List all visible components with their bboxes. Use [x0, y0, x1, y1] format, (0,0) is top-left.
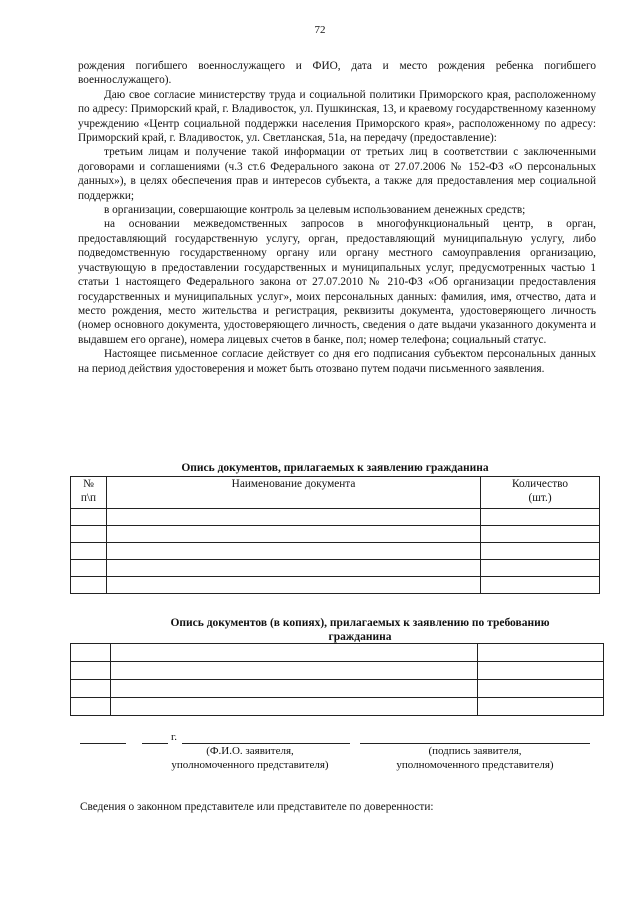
table-row[interactable] [71, 698, 604, 716]
paragraph-third-parties: третьим лицам и получение такой информации от третьих лиц в соответствии с заключенными договорами и соглашениями (ч.3 ст.6 Федерального закона от 27.07.2006 № 152-ФЗ «О персональных данных»), в целях обеспечения прав и интересов субъекта, а также для предоставления мер социальной поддержки; [78, 146, 596, 202]
documents-table [70, 476, 600, 594]
table-cell[interactable] [106, 543, 480, 560]
table-cell[interactable] [110, 680, 477, 698]
consent-text [78, 59, 596, 376]
page-number: 72 [314, 24, 326, 36]
fio-label-line2: уполномоченного представителя) [171, 759, 329, 771]
paragraph-consent: Даю свое согласие министерству труда и социальной политики Приморского края, расположенному по адресу: Приморский край, г. Владивосток, ул. Пушкинская, 13, и краевому государственному казенному учреждению «Центр социальной поддержки населения Приморского края», расположенному по адресу: Приморский край, г. Владивосток, ул. Светланская, 51а, на передачу (предоставление): [78, 88, 596, 145]
table-cell[interactable] [106, 577, 480, 594]
signature-label-line2: уполномоченного представителя) [396, 759, 554, 771]
header-document-name: Наименование документа [106, 477, 480, 509]
table-cell[interactable] [481, 577, 600, 594]
table-cell[interactable] [478, 680, 604, 698]
header-number-text: № п\п [80, 478, 97, 504]
paragraph-validity: Настоящее письменное согласие действует со дня его подписания субъектом персональных данных на период действия удостоверения и может быть отозвано путем подачи письменного заявления. [78, 348, 596, 375]
table-cell[interactable] [71, 560, 107, 577]
table-row[interactable] [71, 509, 600, 526]
paragraph-continuation: рождения погибшего военнослужащего и ФИО, дата и место рождения ребенка погибшего военнослужащего). [78, 60, 596, 87]
table-cell[interactable] [110, 698, 477, 716]
table-cell[interactable] [110, 662, 477, 680]
table-row[interactable] [71, 680, 604, 698]
table-row[interactable] [71, 543, 600, 560]
header-quantity [481, 477, 600, 509]
fio-label-line1: (Ф.И.О. заявителя, [206, 745, 294, 757]
signature-label [370, 744, 580, 772]
table-cell[interactable] [110, 644, 477, 662]
table-cell[interactable] [71, 509, 107, 526]
year-suffix: г. [171, 731, 178, 743]
table-cell[interactable] [71, 644, 111, 662]
table-cell[interactable] [481, 526, 600, 543]
table-cell[interactable] [71, 680, 111, 698]
table-cell[interactable] [481, 543, 600, 560]
table-row[interactable] [71, 526, 600, 543]
paragraph-interagency: на основании межведомственных запросов в многофункциональный центр, в орган, предоставляющий государственную услугу, орган, предоставляющий муниципальную услугу, либо подведомственную государственному органу или органу местного самоуправления организацию, участвующую в предоставлении государственных и муниципальных услуг, предусмотренных частью 1 статьи 1 настоящего Федерального закона от 27.07.2010 № 210-ФЗ «Об организации предоставления государственных и муниципальных услуг», моих персональных данных: фамилия, имя, отчество, дата и место рождения, место жительства и регистрация, реквизиты документа, удостоверяющего личность (номер основного документа, удостоверяющего личность, сведения о дате выдачи указанного документа и выдавшем его органе), номера лицевых счетов в банке, пол; номер телефона; социальный статус. [78, 218, 596, 346]
table-cell[interactable] [478, 662, 604, 680]
paragraph-control-orgs: в организации, совершающие контроль за целевым использованием денежных средств; [104, 204, 526, 217]
date-day-line[interactable] [80, 743, 126, 744]
table-cell[interactable] [71, 698, 111, 716]
table2-caption [110, 616, 610, 644]
table-cell[interactable] [71, 543, 107, 560]
table2-caption-line1: Опись документов (в копиях), прилагаемых к заявлению по требованию [170, 617, 550, 629]
header-quantity-text: Количество (шт.) [512, 478, 569, 504]
table-cell[interactable] [71, 526, 107, 543]
table-row[interactable] [71, 560, 600, 577]
header-number [71, 477, 107, 509]
representative-info: Сведения о законном представителе или представителе по доверенности: [80, 801, 434, 813]
table-header-row [71, 477, 600, 509]
table-cell[interactable] [106, 526, 480, 543]
signature-label-line1: (подпись заявителя, [428, 745, 522, 757]
table-cell[interactable] [478, 644, 604, 662]
table-cell[interactable] [478, 698, 604, 716]
table-row[interactable] [71, 644, 604, 662]
copies-table [70, 643, 604, 716]
table1-caption: Опись документов, прилагаемых к заявлению гражданина [181, 462, 489, 474]
table-cell[interactable] [106, 509, 480, 526]
table-cell[interactable] [106, 560, 480, 577]
table-row[interactable] [71, 577, 600, 594]
table2-caption-line2: гражданина [328, 631, 392, 643]
table-cell[interactable] [481, 509, 600, 526]
table-row[interactable] [71, 662, 604, 680]
table-cell[interactable] [71, 577, 107, 594]
fio-label [150, 744, 350, 772]
table-cell[interactable] [481, 560, 600, 577]
table-cell[interactable] [71, 662, 111, 680]
